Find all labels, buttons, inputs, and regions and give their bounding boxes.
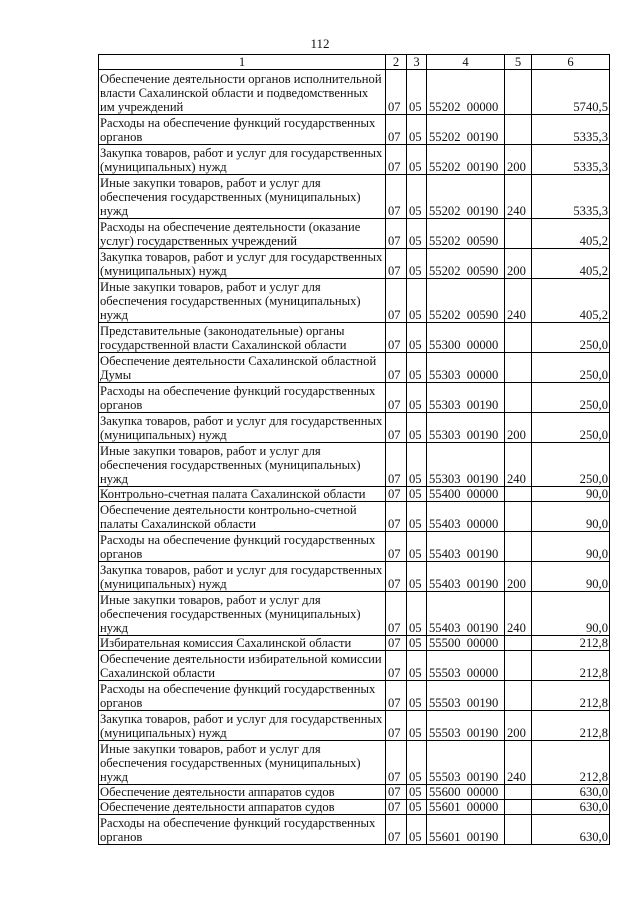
subsection-code-cell: 05 — [407, 353, 427, 383]
table-row — [99, 562, 610, 592]
amount-cell: 630,0 — [532, 800, 610, 815]
amount-cell: 212,8 — [532, 741, 610, 785]
section-code-cell: 07 — [386, 353, 407, 383]
row-name-cell: Обеспечение деятельности органов исполнительной власти Сахалинской области и подведомственных им учреждений — [99, 70, 386, 115]
expense-type-cell — [505, 636, 532, 651]
target-article-cell: 55303 00190 — [427, 443, 505, 487]
amount-cell: 90,0 — [532, 562, 610, 592]
target-article-cell: 55403 00190 — [427, 592, 505, 636]
section-code-cell: 07 — [386, 502, 407, 532]
amount-cell: 250,0 — [532, 413, 610, 443]
subsection-code-cell: 05 — [407, 592, 427, 636]
target-article-cell: 55400 00000 — [427, 487, 505, 502]
table-row — [99, 145, 610, 175]
section-code-cell: 07 — [386, 383, 407, 413]
section-code-cell: 07 — [386, 323, 407, 353]
table-header — [99, 55, 610, 70]
table-row — [99, 413, 610, 443]
target-article-cell: 55503 00190 — [427, 711, 505, 741]
subsection-code-cell: 05 — [407, 487, 427, 502]
target-article-cell: 55503 00190 — [427, 681, 505, 711]
subsection-code-cell: 05 — [407, 502, 427, 532]
table-row — [99, 279, 610, 323]
amount-cell: 5335,3 — [532, 145, 610, 175]
section-code-cell: 07 — [386, 443, 407, 487]
header-cell: 3 — [407, 55, 427, 70]
row-name-cell: Обеспечение деятельности аппаратов судов — [99, 800, 386, 815]
row-name-cell: Закупка товаров, работ и услуг для государственных (муниципальных) нужд — [99, 562, 386, 592]
expense-type-cell — [505, 785, 532, 800]
subsection-code-cell: 05 — [407, 532, 427, 562]
subsection-code-cell: 05 — [407, 279, 427, 323]
subsection-code-cell: 05 — [407, 711, 427, 741]
expense-type-cell — [505, 815, 532, 845]
section-code-cell: 07 — [386, 815, 407, 845]
subsection-code-cell: 05 — [407, 249, 427, 279]
amount-cell: 630,0 — [532, 785, 610, 800]
header-row — [99, 55, 610, 70]
page-number: 112 — [310, 36, 330, 51]
row-name-cell: Обеспечение деятельности избирательной комиссии Сахалинской области — [99, 651, 386, 681]
header-cell: 1 — [99, 55, 386, 70]
row-name-cell: Избирательная комиссия Сахалинской области — [99, 636, 386, 651]
subsection-code-cell: 05 — [407, 115, 427, 145]
subsection-code-cell: 05 — [407, 70, 427, 115]
target-article-cell: 55202 00590 — [427, 279, 505, 323]
row-name-cell: Закупка товаров, работ и услуг для государственных (муниципальных) нужд — [99, 145, 386, 175]
subsection-code-cell: 05 — [407, 785, 427, 800]
table-row — [99, 711, 610, 741]
section-code-cell: 07 — [386, 115, 407, 145]
table-row — [99, 651, 610, 681]
section-code-cell: 07 — [386, 487, 407, 502]
row-name-cell: Обеспечение деятельности контрольно-счетной палаты Сахалинской области — [99, 502, 386, 532]
table-row — [99, 532, 610, 562]
table-row — [99, 383, 610, 413]
header-cell: 4 — [427, 55, 505, 70]
section-code-cell: 07 — [386, 279, 407, 323]
row-name-cell: Расходы на обеспечение функций государственных органов — [99, 383, 386, 413]
row-name-cell: Расходы на обеспечение функций государственных органов — [99, 115, 386, 145]
section-code-cell: 07 — [386, 219, 407, 249]
expense-type-cell — [505, 115, 532, 145]
row-name-cell: Закупка товаров, работ и услуг для государственных (муниципальных) нужд — [99, 249, 386, 279]
amount-cell: 250,0 — [532, 443, 610, 487]
amount-cell: 90,0 — [532, 532, 610, 562]
amount-cell: 630,0 — [532, 815, 610, 845]
section-code-cell: 07 — [386, 562, 407, 592]
subsection-code-cell: 05 — [407, 815, 427, 845]
table-row — [99, 815, 610, 845]
expense-type-cell: 240 — [505, 592, 532, 636]
table-row — [99, 70, 610, 115]
target-article-cell: 55601 00190 — [427, 815, 505, 845]
subsection-code-cell: 05 — [407, 562, 427, 592]
table-row — [99, 323, 610, 353]
row-name-cell: Расходы на обеспечение функций государственных органов — [99, 681, 386, 711]
table-row — [99, 636, 610, 651]
target-article-cell: 55202 00190 — [427, 175, 505, 219]
target-article-cell: 55601 00000 — [427, 800, 505, 815]
amount-cell: 90,0 — [532, 487, 610, 502]
section-code-cell: 07 — [386, 681, 407, 711]
expense-type-cell — [505, 532, 532, 562]
expense-type-cell: 200 — [505, 562, 532, 592]
subsection-code-cell: 05 — [407, 383, 427, 413]
budget-table — [98, 54, 610, 845]
subsection-code-cell: 05 — [407, 175, 427, 219]
expense-type-cell — [505, 383, 532, 413]
target-article-cell: 55202 00590 — [427, 249, 505, 279]
amount-cell: 5335,3 — [532, 175, 610, 219]
subsection-code-cell: 05 — [407, 651, 427, 681]
subsection-code-cell: 05 — [407, 323, 427, 353]
amount-cell: 250,0 — [532, 323, 610, 353]
target-article-cell: 55503 00190 — [427, 741, 505, 785]
section-code-cell: 07 — [386, 175, 407, 219]
target-article-cell: 55500 00000 — [427, 636, 505, 651]
amount-cell: 212,8 — [532, 711, 610, 741]
subsection-code-cell: 05 — [407, 636, 427, 651]
table-row — [99, 487, 610, 502]
table-body — [99, 70, 610, 845]
table-row — [99, 741, 610, 785]
section-code-cell: 07 — [386, 413, 407, 443]
expense-type-cell — [505, 323, 532, 353]
row-name-cell: Обеспечение деятельности аппаратов судов — [99, 785, 386, 800]
expense-type-cell — [505, 70, 532, 115]
row-name-cell: Расходы на обеспечение функций государственных органов — [99, 532, 386, 562]
table-row — [99, 681, 610, 711]
expense-type-cell — [505, 800, 532, 815]
section-code-cell: 07 — [386, 741, 407, 785]
target-article-cell: 55202 00590 — [427, 219, 505, 249]
expense-type-cell: 240 — [505, 443, 532, 487]
expense-type-cell: 240 — [505, 175, 532, 219]
subsection-code-cell: 05 — [407, 219, 427, 249]
row-name-cell: Расходы на обеспечение деятельности (оказание услуг) государственных учреждений — [99, 219, 386, 249]
expense-type-cell: 200 — [505, 711, 532, 741]
section-code-cell: 07 — [386, 145, 407, 175]
expense-type-cell: 200 — [505, 145, 532, 175]
section-code-cell: 07 — [386, 70, 407, 115]
row-name-cell: Иные закупки товаров, работ и услуг для обеспечения государственных (муниципальных) нужд — [99, 443, 386, 487]
table-row — [99, 175, 610, 219]
amount-cell: 90,0 — [532, 502, 610, 532]
amount-cell: 405,2 — [532, 279, 610, 323]
target-article-cell: 55303 00190 — [427, 383, 505, 413]
amount-cell: 405,2 — [532, 219, 610, 249]
table-row — [99, 219, 610, 249]
table-row — [99, 115, 610, 145]
target-article-cell: 55403 00190 — [427, 532, 505, 562]
subsection-code-cell: 05 — [407, 741, 427, 785]
section-code-cell: 07 — [386, 800, 407, 815]
amount-cell: 90,0 — [532, 592, 610, 636]
section-code-cell: 07 — [386, 636, 407, 651]
amount-cell: 5335,3 — [532, 115, 610, 145]
row-name-cell: Иные закупки товаров, работ и услуг для обеспечения государственных (муниципальных) нужд — [99, 741, 386, 785]
target-article-cell: 55403 00190 — [427, 562, 505, 592]
section-code-cell: 07 — [386, 532, 407, 562]
expense-type-cell — [505, 487, 532, 502]
target-article-cell: 55303 00000 — [427, 353, 505, 383]
target-article-cell: 55600 00000 — [427, 785, 505, 800]
table-row — [99, 592, 610, 636]
target-article-cell: 55403 00000 — [427, 502, 505, 532]
row-name-cell: Контрольно-счетная палата Сахалинской области — [99, 487, 386, 502]
target-article-cell: 55202 00000 — [427, 70, 505, 115]
row-name-cell: Обеспечение деятельности Сахалинской областной Думы — [99, 353, 386, 383]
expense-type-cell — [505, 681, 532, 711]
header-cell: 2 — [386, 55, 407, 70]
subsection-code-cell: 05 — [407, 413, 427, 443]
amount-cell: 250,0 — [532, 353, 610, 383]
subsection-code-cell: 05 — [407, 681, 427, 711]
amount-cell: 5740,5 — [532, 70, 610, 115]
amount-cell: 212,8 — [532, 636, 610, 651]
header-cell: 6 — [532, 55, 610, 70]
amount-cell: 250,0 — [532, 383, 610, 413]
row-name-cell: Иные закупки товаров, работ и услуг для обеспечения государственных (муниципальных) нужд — [99, 592, 386, 636]
amount-cell: 405,2 — [532, 249, 610, 279]
subsection-code-cell: 05 — [407, 145, 427, 175]
table-row — [99, 800, 610, 815]
header-cell: 5 — [505, 55, 532, 70]
amount-cell: 212,8 — [532, 681, 610, 711]
section-code-cell: 07 — [386, 711, 407, 741]
row-name-cell: Закупка товаров, работ и услуг для государственных (муниципальных) нужд — [99, 413, 386, 443]
table-row — [99, 353, 610, 383]
section-code-cell: 07 — [386, 592, 407, 636]
target-article-cell: 55202 00190 — [427, 145, 505, 175]
expense-type-cell — [505, 353, 532, 383]
table-row — [99, 502, 610, 532]
expense-type-cell: 240 — [505, 741, 532, 785]
table-row — [99, 785, 610, 800]
section-code-cell: 07 — [386, 249, 407, 279]
row-name-cell: Закупка товаров, работ и услуг для государственных (муниципальных) нужд — [99, 711, 386, 741]
target-article-cell: 55300 00000 — [427, 323, 505, 353]
section-code-cell: 07 — [386, 651, 407, 681]
expense-type-cell — [505, 502, 532, 532]
expense-type-cell: 200 — [505, 249, 532, 279]
subsection-code-cell: 05 — [407, 800, 427, 815]
subsection-code-cell: 05 — [407, 443, 427, 487]
section-code-cell: 07 — [386, 785, 407, 800]
row-name-cell: Иные закупки товаров, работ и услуг для обеспечения государственных (муниципальных) нужд — [99, 175, 386, 219]
expense-type-cell — [505, 219, 532, 249]
table-row — [99, 249, 610, 279]
row-name-cell: Представительные (законодательные) органы государственной власти Сахалинской области — [99, 323, 386, 353]
row-name-cell: Расходы на обеспечение функций государственных органов — [99, 815, 386, 845]
table-row — [99, 443, 610, 487]
target-article-cell: 55503 00000 — [427, 651, 505, 681]
amount-cell: 212,8 — [532, 651, 610, 681]
target-article-cell: 55303 00190 — [427, 413, 505, 443]
expense-type-cell: 200 — [505, 413, 532, 443]
target-article-cell: 55202 00190 — [427, 115, 505, 145]
row-name-cell: Иные закупки товаров, работ и услуг для обеспечения государственных (муниципальных) нужд — [99, 279, 386, 323]
expense-type-cell: 240 — [505, 279, 532, 323]
expense-type-cell — [505, 651, 532, 681]
